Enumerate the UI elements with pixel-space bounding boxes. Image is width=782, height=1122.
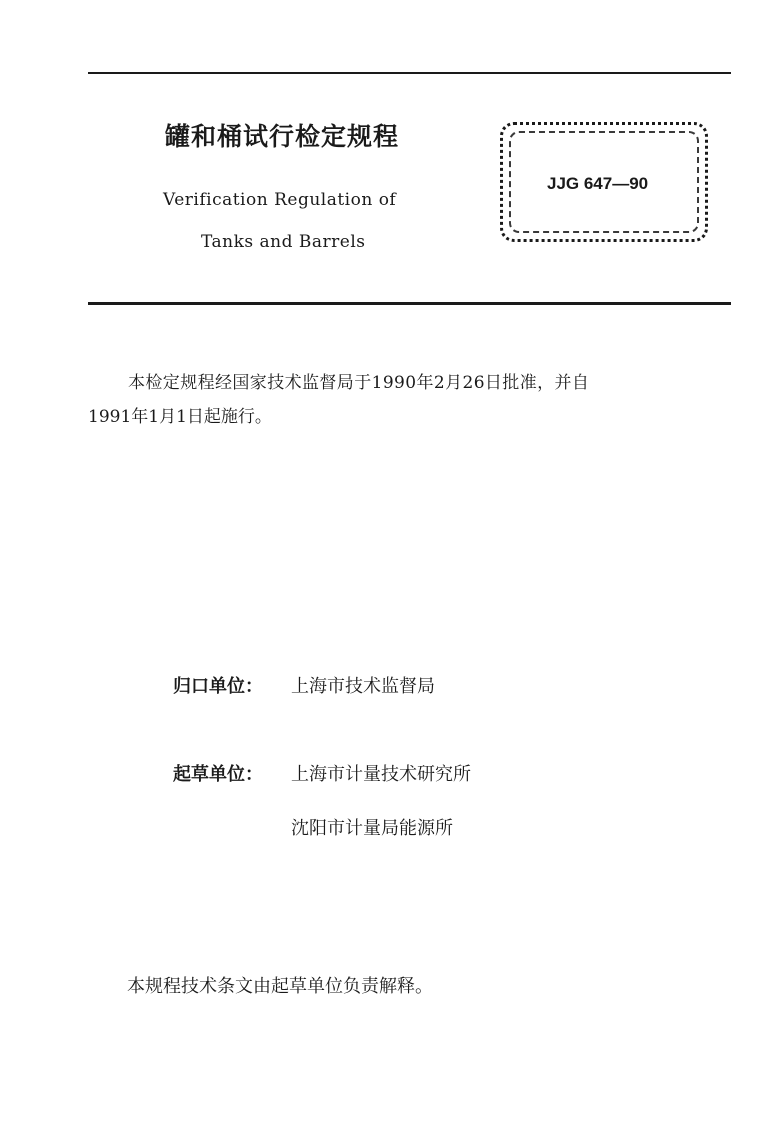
title-chinese: 罐和桶试行检定规程 [165,122,400,151]
responsible-unit-value: 上海市技术监督局 [291,676,435,697]
interpretation-note: 本规程技术条文由起草单位负责解释。 [127,976,433,997]
approval-statement-line2: 1991年1月1日起施行。 [88,407,272,427]
approval-statement-line1: 本检定规程经国家技术监督局于1990年2月26日批准，并自 [128,373,590,393]
title-english-line1: Verification Regulation of [163,190,397,210]
drafting-unit-label: 起草单位： [173,764,263,785]
regulation-code: JJG 647—90 [547,174,649,193]
drafting-unit-row-2 [291,814,453,840]
bottom-rule [88,302,731,305]
responsible-unit-row [173,672,435,698]
responsible-unit-label: 归口单位： [173,676,263,697]
drafting-unit-value-1: 上海市计量技术研究所 [291,764,471,785]
drafting-unit-value-2: 沈阳市计量局能源所 [291,818,453,839]
top-rule [88,72,731,74]
drafting-unit-row [173,760,471,786]
title-english-line2: Tanks and Barrels [201,232,366,252]
